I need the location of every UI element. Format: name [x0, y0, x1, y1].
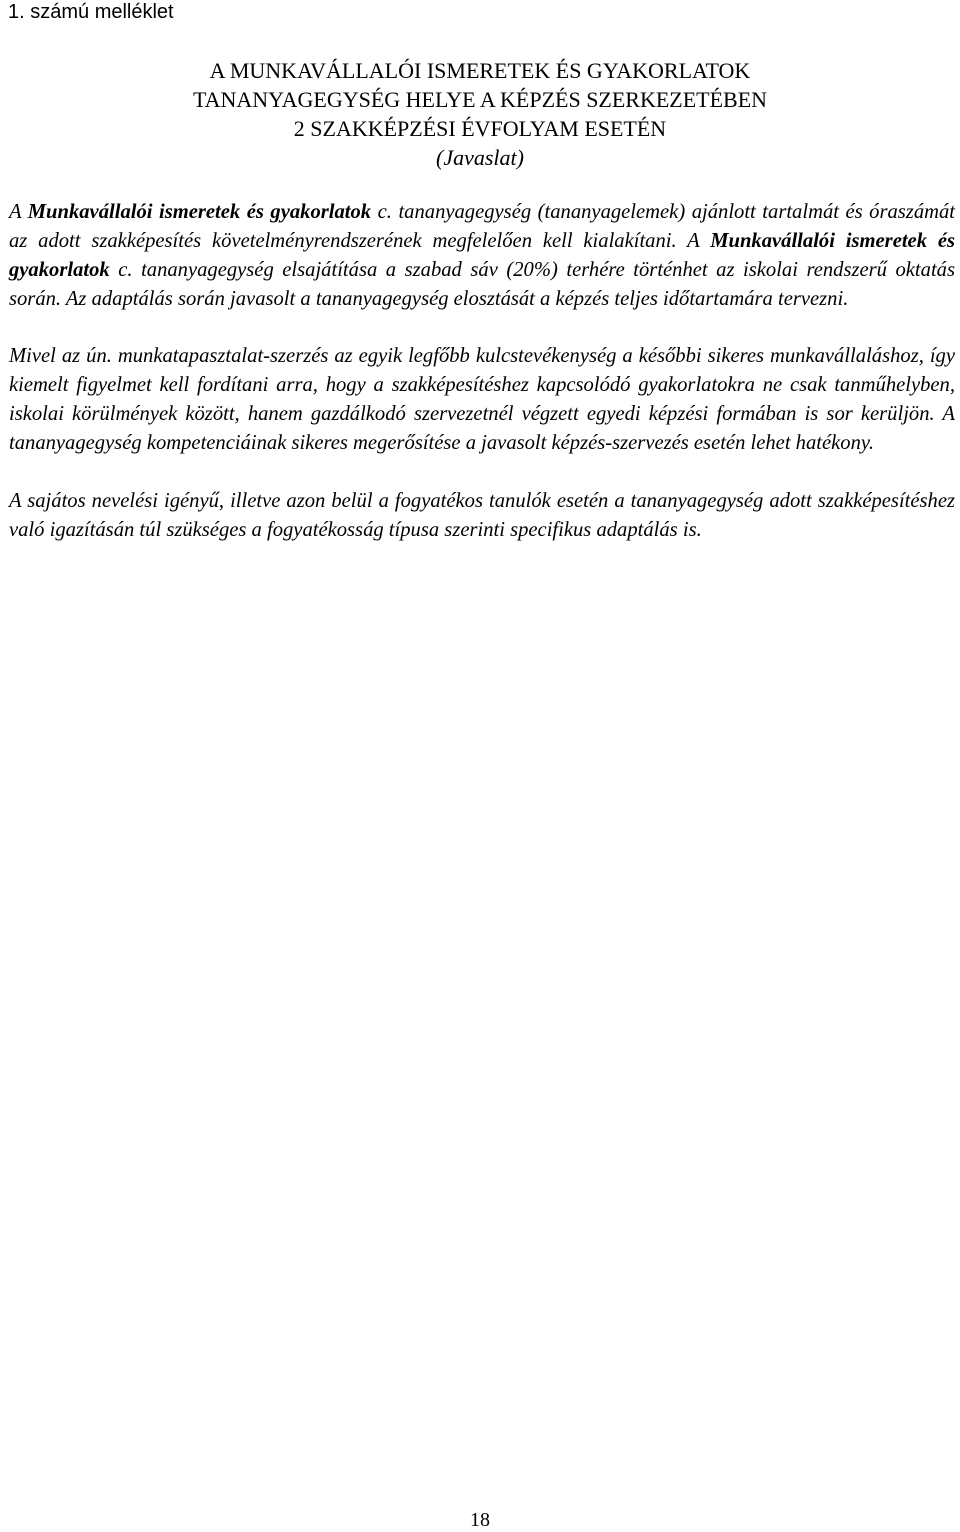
paragraph-1-part-2: c. tananyagegység (tananyagelemek) ajánlott tartalmát és óraszámát az adott szakképesítés követelményrendszerének megfelelően kell kialakítani. A	[9, 201, 956, 252]
document-heading	[0, 56, 960, 172]
paragraph-1-part-1: A	[9, 201, 28, 223]
paragraph-1	[9, 198, 955, 314]
paragraph-spacer	[9, 314, 955, 342]
paragraph-1-bold-2: Munkavállalói ismeretek és gyakorlatok	[9, 230, 956, 281]
paragraph-3: A sajátos nevelési igényű, illetve azon belül a fogyatékos tanulók esetén a tananyagegység adott szakképesítéshez való igazításán túl szükséges a fogyatékosság típusa szerinti specifikus adaptálás is.	[9, 490, 955, 541]
page-number: 18	[470, 1509, 490, 1531]
document-body	[9, 198, 955, 545]
paragraph-spacer	[9, 458, 955, 487]
heading-line-1: A MUNKAVÁLLALÓI ISMERETEK ÉS GYAKORLATOK	[209, 58, 751, 83]
paragraph-1-part-3: c. tananyagegység elsajátítása a szabad sáv (20%) terhére történhet az iskolai rendszerű oktatás során. Az adaptálás során javasolt a tananyagegység elosztását a képzés teljes időtartamára tervezni.	[9, 259, 955, 310]
paragraph-1-bold-1: Munkavállalói ismeretek és gyakorlatok	[27, 201, 372, 223]
heading-line-3: 2 SZAKKÉPZÉSI ÉVFOLYAM ESETÉN	[293, 116, 667, 141]
heading-subtitle: (Javaslat)	[436, 145, 524, 170]
heading-line-2: TANANYAGEGYSÉG HELYE A KÉPZÉS SZERKEZETÉBEN	[192, 87, 768, 112]
annex-label: 1. számú melléklet	[8, 1, 174, 23]
paragraph-2: Mivel az ún. munkatapasztalat-szerzés az egyik legfőbb kulcstevékenység a későbbi sikeres munkavállaláshoz, így kiemelt figyelmet kell fordítani arra, hogy a szakképesítéshez kapcsolódó gyakorlatokra ne csak tanműhelyben, iskolai körülmények között, hanem gazdálkodó szervezetnél végzett egyedi képzési formában is sor kerüljön. A tananyagegység kompetenciáinak sikeres megerősítése a javasolt képzés-szervezés esetén lehet hatékony.	[9, 345, 955, 454]
